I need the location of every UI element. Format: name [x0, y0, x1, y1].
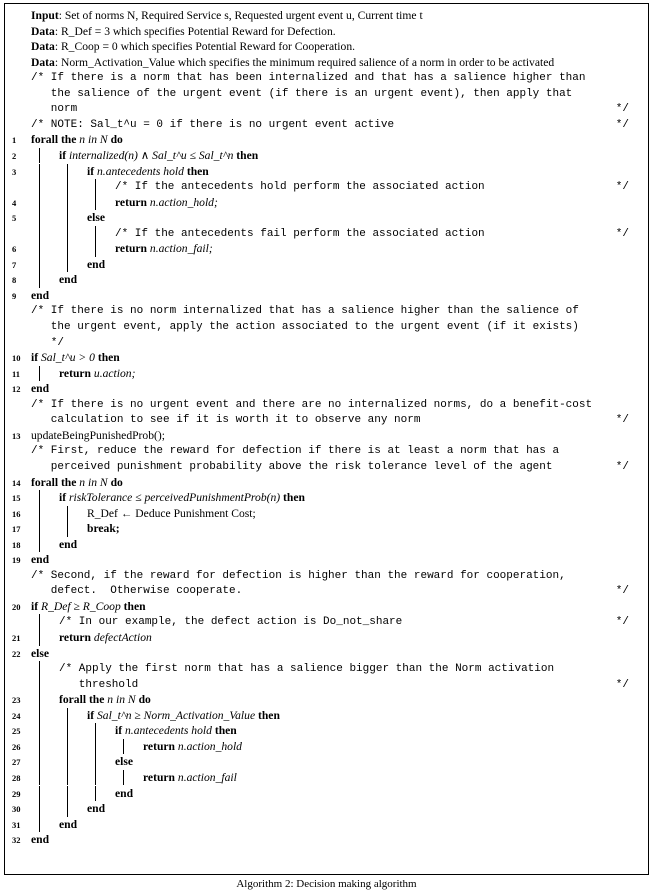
line-number: 7 — [12, 259, 17, 270]
code-text: end — [59, 273, 78, 287]
indent-guide — [39, 210, 40, 226]
code-text: if riskTolerance ≤ perceivedPunishmentProb(n) then — [59, 491, 305, 505]
line-number: 23 — [12, 695, 21, 706]
header-keyword: Input — [31, 9, 59, 22]
code-line — [5, 630, 645, 646]
header-line — [31, 39, 355, 55]
line-number: 9 — [12, 290, 17, 301]
code-text: if n.antecedents hold then — [115, 724, 237, 738]
code-text: forall the n in N do — [59, 693, 151, 707]
code-text: if n.antecedents hold then — [87, 164, 209, 178]
code-line — [5, 506, 645, 522]
comment-line — [5, 319, 645, 335]
indent-guide — [39, 630, 40, 646]
indent-guide — [39, 692, 40, 708]
line-number: 30 — [12, 804, 21, 815]
indent-guide — [39, 226, 40, 242]
indent-guide — [39, 490, 40, 506]
indent-guide — [67, 521, 68, 537]
comment-line — [5, 70, 645, 86]
header-keyword: Data — [31, 55, 55, 69]
comment-text: the urgent event, apply the action associated to the urgent event (if it exists) — [31, 321, 579, 333]
header-line — [31, 24, 336, 40]
indent-guide — [39, 195, 40, 211]
comment-close: */ — [615, 585, 629, 598]
line-number: 6 — [12, 244, 17, 255]
code-line — [5, 381, 645, 397]
indent-guide — [67, 164, 68, 180]
code-line — [5, 786, 645, 802]
indent-guide — [39, 272, 40, 288]
code-text: end — [87, 257, 106, 271]
indent-guide — [39, 801, 40, 817]
comment-text: /* If there is no urgent event and there are no internalized norms, do a benefit-cost — [31, 398, 593, 411]
code-line — [5, 257, 645, 273]
comment-text: */ — [31, 336, 65, 349]
comment-text: /* If the antecedents hold perform the associated action — [115, 181, 485, 194]
code-text: end — [115, 786, 134, 800]
comment-line — [5, 101, 645, 117]
code-line — [5, 537, 645, 553]
line-number: 14 — [12, 477, 21, 488]
indent-guide — [67, 241, 68, 257]
code-text: return n.action_fail — [143, 770, 237, 784]
code-text: if internalized(n) ∧ Sal_t^u ≤ Sal_t^n then — [59, 148, 259, 162]
indent-guide — [67, 708, 68, 724]
code-line — [5, 739, 645, 755]
indent-guide — [95, 739, 96, 755]
code-text: end — [59, 537, 78, 551]
code-line — [5, 599, 645, 615]
code-text: end — [31, 553, 50, 567]
line-number: 27 — [12, 757, 21, 768]
indent-guide — [39, 677, 40, 693]
line-number: 12 — [12, 384, 21, 395]
comment-text: the salience of the urgent event (if there is an urgent event), then apply that — [31, 87, 573, 100]
line-number: 19 — [12, 555, 21, 566]
code-text: return defectAction — [59, 631, 152, 644]
code-line — [5, 210, 645, 226]
line-number: 1 — [12, 135, 17, 146]
code-text: return u.action; — [59, 366, 136, 380]
indent-guide — [39, 164, 40, 180]
code-text: return n.action_hold; — [115, 195, 218, 209]
indent-guide — [39, 241, 40, 257]
line-number: 32 — [12, 835, 21, 846]
comment-line — [5, 117, 645, 133]
code-line — [5, 350, 645, 366]
indent-guide — [39, 537, 40, 553]
comment-text: threshold — [59, 678, 139, 691]
indent-guide — [95, 179, 96, 195]
code-text: break; — [87, 522, 120, 536]
header-line — [31, 8, 423, 24]
indent-guide — [39, 770, 40, 786]
comment-text: perceived punishment probability above the risk tolerance level of the agent — [31, 460, 553, 473]
indent-guide — [95, 754, 96, 770]
code-line — [5, 817, 645, 833]
code-text: forall the n in N do — [31, 475, 123, 489]
indent-guide — [123, 739, 124, 755]
indent-guide — [67, 739, 68, 755]
indent-guide — [39, 708, 40, 724]
comment-text: norm — [31, 103, 78, 116]
comment-close: */ — [615, 118, 629, 131]
line-number: 4 — [12, 197, 17, 208]
line-number: 17 — [12, 524, 21, 535]
comment-line — [5, 568, 645, 584]
line-number: 10 — [12, 353, 21, 364]
comment-close: */ — [615, 616, 629, 629]
code-line — [5, 428, 645, 444]
line-number: 26 — [12, 741, 21, 752]
comment-line — [5, 335, 645, 351]
indent-guide — [39, 739, 40, 755]
line-number: 18 — [12, 539, 21, 550]
comment-close: */ — [615, 181, 629, 194]
line-number: 15 — [12, 493, 21, 504]
header-text: : R_Def = 3 which specifies Potential Reward for Defection. — [54, 24, 336, 38]
code-text: else — [31, 646, 50, 660]
indent-guide — [39, 817, 40, 833]
code-text: end — [87, 802, 106, 816]
line-number: 13 — [12, 430, 21, 441]
indent-guide — [67, 770, 68, 786]
line-number: 28 — [12, 772, 21, 783]
code-text: return n.action_fail; — [115, 242, 213, 256]
indent-guide — [39, 754, 40, 770]
line-number: 31 — [12, 819, 21, 830]
comment-line — [5, 583, 645, 599]
code-text: if Sal_t^u > 0 then — [31, 351, 120, 365]
code-text: else — [115, 755, 134, 769]
line-number: 11 — [12, 368, 21, 379]
indent-guide — [123, 770, 124, 786]
header-line — [31, 55, 554, 71]
indent-guide — [67, 179, 68, 195]
indent-guide — [39, 786, 40, 802]
indent-guide — [95, 241, 96, 257]
code-text: end — [31, 382, 50, 396]
code-line — [5, 366, 645, 382]
line-number: 24 — [12, 710, 21, 721]
code-line — [5, 241, 645, 257]
comment-line — [5, 397, 645, 413]
line-number: 2 — [12, 150, 17, 161]
comment-text: calculation to see if it is worth it to observe any norm — [31, 414, 421, 427]
comment-line — [5, 86, 645, 102]
indent-guide — [67, 195, 68, 211]
indent-guide — [39, 614, 40, 630]
code-line — [5, 521, 645, 537]
code-line — [5, 723, 645, 739]
code-line — [5, 552, 645, 568]
code-line — [5, 708, 645, 724]
indent-guide — [67, 226, 68, 242]
code-text: if R_Def ≥ R_Coop then — [31, 599, 146, 613]
code-line — [5, 754, 645, 770]
comment-line — [5, 661, 645, 677]
algorithm-caption: Algorithm 2: Decision making algorithm — [236, 878, 417, 890]
line-number: 20 — [12, 601, 21, 612]
code-line — [5, 195, 645, 211]
line-number: 16 — [12, 508, 21, 519]
comment-text: /* Second, if the reward for defection is higher than the reward for cooperation, — [31, 569, 566, 582]
comment-line — [5, 614, 645, 630]
indent-guide — [67, 257, 68, 273]
code-text: end — [59, 817, 78, 831]
code-text: forall the n in N do — [31, 133, 123, 147]
comment-text: /* If the antecedents fail perform the associated action — [115, 227, 485, 240]
code-line — [5, 770, 645, 786]
header-text: : Set of norms N, Required Service s, Requested urgent event u, Current time t — [58, 9, 423, 22]
comment-text: /* In our example, the defect action is Do_not_share — [59, 616, 403, 629]
code-line — [5, 832, 645, 848]
line-number: 5 — [12, 213, 17, 224]
algorithm-box — [4, 3, 649, 875]
indent-guide — [39, 366, 40, 382]
code-text: else — [87, 211, 106, 225]
code-text: if Sal_t^n ≥ Norm_Activation_Value then — [87, 708, 280, 722]
comment-text: /* If there is no norm internalized that has a salience higher than the salience of — [31, 305, 579, 318]
code-line — [5, 132, 645, 148]
code-line — [5, 288, 645, 304]
indent-guide — [95, 195, 96, 211]
code-line — [5, 164, 645, 180]
indent-guide — [95, 786, 96, 802]
indent-guide — [95, 226, 96, 242]
line-number: 29 — [12, 788, 21, 799]
code-line — [5, 646, 645, 662]
code-line — [5, 148, 645, 164]
indent-guide — [95, 723, 96, 739]
indent-guide — [67, 754, 68, 770]
code-text: R_Def ← Deduce Punishment Cost; — [87, 506, 256, 520]
comment-close: */ — [615, 103, 629, 116]
indent-guide — [67, 723, 68, 739]
comment-line — [5, 179, 645, 195]
indent-guide — [95, 770, 96, 786]
code-text: end — [31, 288, 50, 302]
comment-text: /* Apply the first norm that has a salience bigger than the Norm activation — [59, 663, 555, 676]
indent-guide — [39, 506, 40, 522]
comment-line — [5, 443, 645, 459]
indent-guide — [67, 786, 68, 802]
header-text: : Norm_Activation_Value which specifies the minimum required salience of a norm in order to be activated — [54, 55, 555, 69]
comment-close: */ — [615, 678, 629, 691]
line-number: 25 — [12, 726, 21, 737]
line-number: 8 — [12, 275, 17, 286]
indent-guide — [67, 506, 68, 522]
comment-close: */ — [615, 460, 629, 473]
indent-guide — [39, 723, 40, 739]
comment-line — [5, 303, 645, 319]
comment-close: */ — [615, 227, 629, 240]
line-number: 22 — [12, 648, 21, 659]
code-line — [5, 272, 645, 288]
code-text: end — [31, 833, 50, 847]
indent-guide — [39, 521, 40, 537]
comment-text: /* NOTE: Sal_t^u = 0 if there is no urgent event active — [31, 118, 395, 131]
comment-text: /* First, reduce the reward for defection if there is at least a norm that has a — [31, 445, 560, 458]
comment-line — [5, 226, 645, 242]
line-number: 3 — [12, 166, 17, 177]
code-line — [5, 801, 645, 817]
indent-guide — [67, 210, 68, 226]
indent-guide — [39, 148, 40, 164]
comment-line — [5, 677, 645, 693]
indent-guide — [39, 257, 40, 273]
comment-text: /* If there is a norm that has been internalized and that has a salience higher than — [31, 72, 586, 85]
comment-line — [5, 412, 645, 428]
code-text: updateBeingPunishedProb(); — [31, 428, 165, 442]
indent-guide — [39, 179, 40, 195]
header-text: : R_Coop = 0 which specifies Potential Reward for Cooperation. — [54, 40, 356, 54]
code-line — [5, 475, 645, 491]
code-line — [5, 490, 645, 506]
line-number: 21 — [12, 633, 21, 643]
indent-guide — [39, 661, 40, 677]
comment-line — [5, 459, 645, 475]
code-text: return n.action_hold — [143, 739, 242, 753]
code-line — [5, 692, 645, 708]
indent-guide — [67, 801, 68, 817]
header-keyword: Data — [31, 24, 55, 38]
comment-text: defect. Otherwise cooperate. — [31, 585, 243, 598]
comment-close: */ — [615, 414, 629, 427]
header-keyword: Data — [31, 40, 55, 54]
